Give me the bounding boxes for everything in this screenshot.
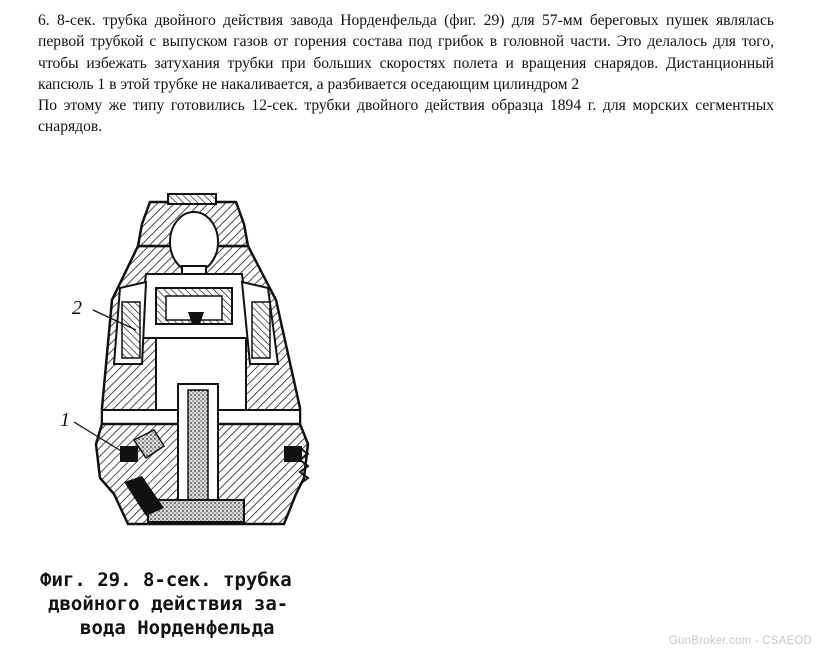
article-text <box>38 10 774 138</box>
figure-caption <box>40 568 340 640</box>
fuze-cross-section-figure <box>38 178 358 578</box>
fuze-top-plug <box>168 194 216 204</box>
mushroom-vent <box>170 212 218 272</box>
caption-line-2: двойного действия за- <box>48 593 289 615</box>
caption-line-1: Фиг. 29. 8-сек. трубка <box>40 569 292 591</box>
paragraph-variant: По этому же типу готовились 12-сек. трубки двойного действия образца 1894 г. для морских сегментных снарядов. <box>38 97 774 136</box>
distance-capsule-1 <box>120 446 138 462</box>
paragraph-description: 6. 8-сек. трубка двойного действия завода Норденфельда (фиг. 29) для 57-мм береговых пушек являлась первой трубкой с выпуском газов от горения состава под грибок в головной части. Это делалось для того, чтобы избежать затухания трубки при больших скоростях полета и вращения снарядов. Дистанционный капсюль 1 в этой трубке не накаливается, а разбивается оседающим цилиндром 2 <box>38 12 774 93</box>
caption-line-3: вода Норденфельда <box>80 617 275 639</box>
bottom-magazine <box>148 500 244 522</box>
powder-train <box>188 390 208 504</box>
watermark: GunBroker.com - CSAEOD <box>668 635 812 647</box>
callout-1: 1 <box>60 409 70 431</box>
callout-2: 2 <box>72 297 82 319</box>
